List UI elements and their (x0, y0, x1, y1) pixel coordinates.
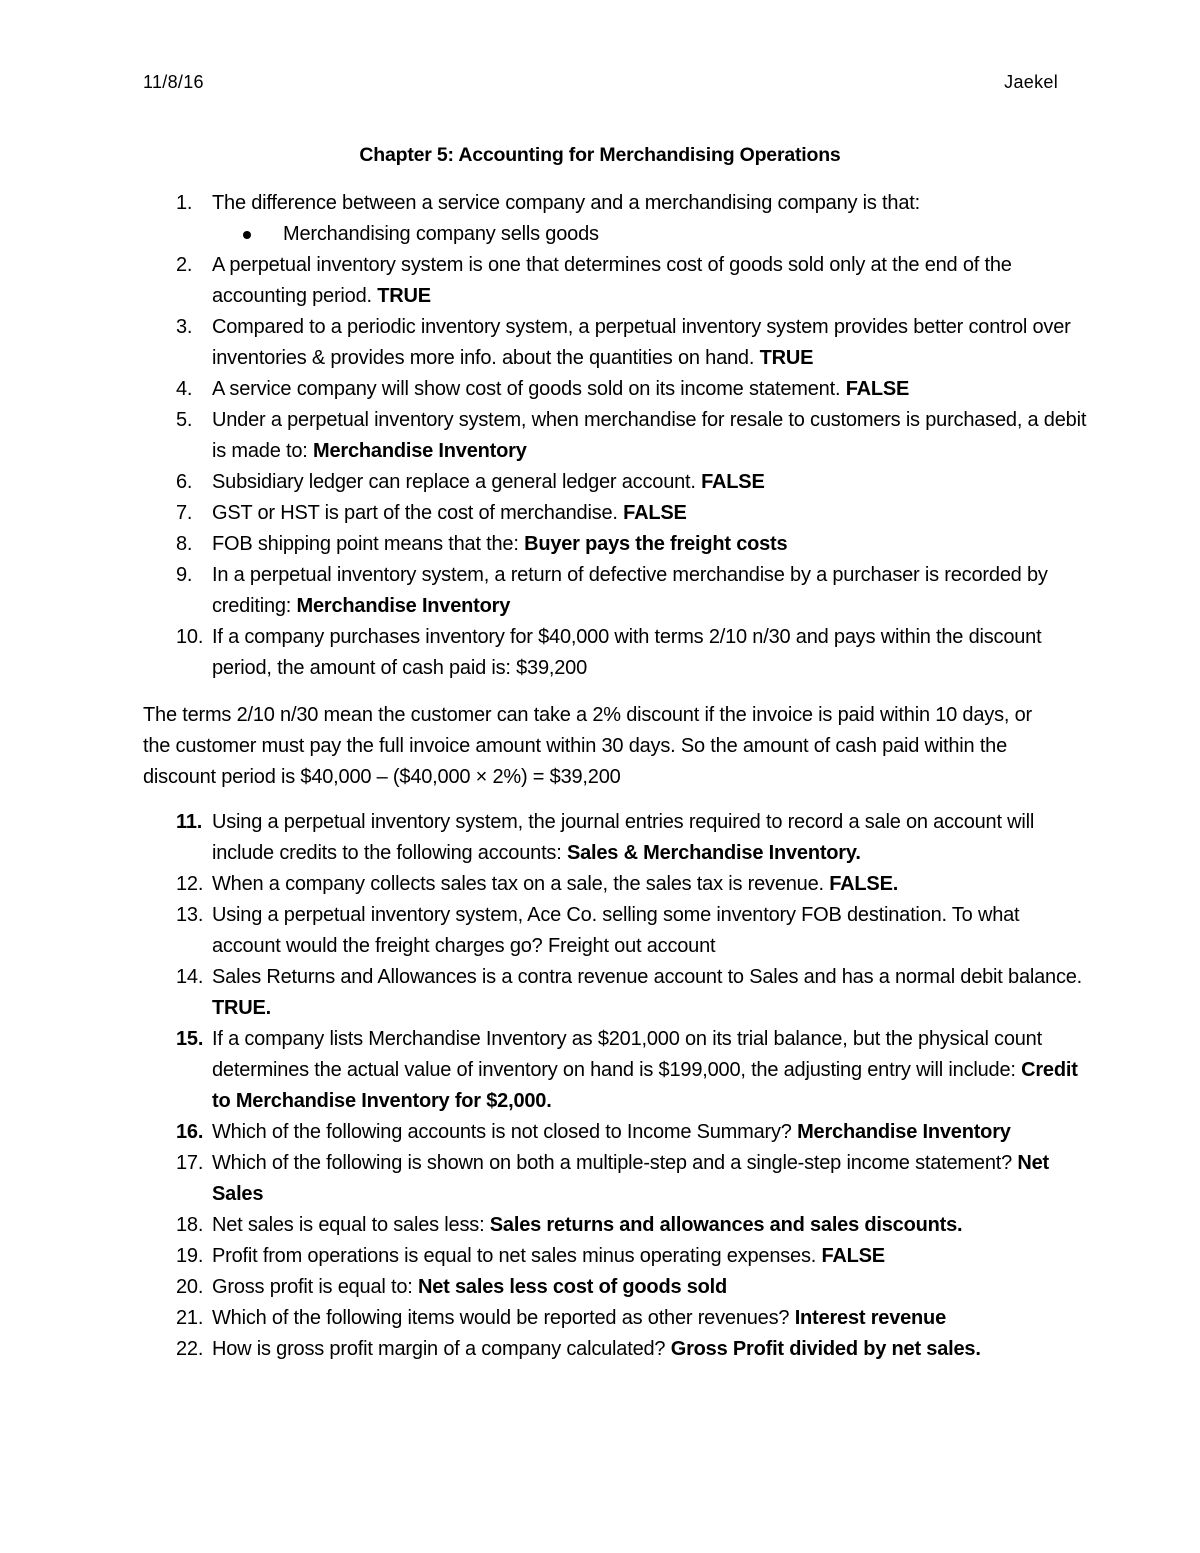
list-item (0, 1241, 1092, 1272)
item-number: 11. (176, 811, 203, 833)
item-number: 10. (176, 626, 204, 648)
item-question: FOB shipping point means that the: (212, 533, 519, 555)
list-item (0, 560, 1092, 622)
item-answer: Gross Profit divided by net sales. (670, 1338, 981, 1360)
bullet-icon (243, 231, 251, 239)
list-item (0, 1272, 1092, 1303)
item-number: 9. (176, 564, 193, 586)
sub-bullet-text: Merchandising company sells goods (283, 223, 599, 245)
item-question: The difference between a service company and a merchandising company is that: (212, 192, 920, 214)
list-item (0, 498, 1092, 529)
item-answer: Credit to Merchandise Inventory for $2,000. (212, 1059, 1078, 1112)
item-question: In a perpetual inventory system, a return of defective merchandise by a purchaser is recorded by crediting: (212, 564, 1048, 617)
item-number: 6. (176, 471, 193, 493)
list-item (0, 1117, 1092, 1148)
item-answer: TRUE (377, 285, 431, 307)
list-item (0, 962, 1092, 1024)
item-number: 21. (176, 1307, 204, 1329)
list-item (0, 312, 1092, 374)
item-question: Profit from operations is equal to net sales minus operating expenses. (212, 1245, 817, 1267)
item-number: 22. (176, 1338, 204, 1360)
item-number: 3. (176, 316, 193, 338)
header-name: Jaekel (1004, 72, 1058, 92)
item-answer: Merchandise Inventory (797, 1121, 1011, 1143)
item-answer: Sales & Merchandise Inventory. (566, 842, 861, 864)
item-answer: Merchandise Inventory (312, 440, 527, 462)
item-number: 14. (176, 966, 204, 988)
item-question: Which of the following accounts is not closed to Income Summary? (212, 1121, 792, 1143)
item-answer: Net Sales (212, 1152, 1050, 1205)
item-question: Net sales is equal to sales less: (212, 1214, 485, 1236)
item-answer: FALSE (701, 471, 765, 493)
list-item (0, 188, 1092, 219)
item-number: 7. (176, 502, 193, 524)
item-number: 13. (176, 904, 204, 926)
list-item (0, 1334, 1092, 1365)
list-item (0, 250, 1092, 312)
item-question: How is gross profit margin of a company calculated? (212, 1338, 666, 1360)
list-item (0, 807, 1092, 869)
item-answer: FALSE (821, 1245, 885, 1267)
item-answer: Merchandise Inventory (296, 595, 511, 617)
question-list-2 (0, 807, 1092, 1365)
explanation-paragraph: The terms 2/10 n/30 mean the customer can take a 2% discount if the invoice is paid within 10 days, or the customer must pay the full invoice amount within 30 days. So the amount of cash paid within the discount period is $40,000 – ($40,000 × 2%) = $39,200 (143, 704, 1032, 788)
item-question: Subsidiary ledger can replace a general ledger account. (212, 471, 696, 493)
item-answer: FALSE. (829, 873, 899, 895)
item-question: When a company collects sales tax on a sale, the sales tax is revenue. (212, 873, 824, 895)
item-answer: Interest revenue (794, 1307, 946, 1329)
item-number: 17. (176, 1152, 204, 1174)
item-answer: FALSE (623, 502, 687, 524)
list-item (0, 529, 1092, 560)
item-number: 1. (176, 192, 193, 214)
item-number: 19. (176, 1245, 204, 1267)
item-answer: FALSE (845, 378, 910, 400)
item-question: Sales Returns and Allowances is a contra revenue account to Sales and has a normal debit balance. (212, 966, 1083, 988)
item-question: Using a perpetual inventory system, Ace Co. selling some inventory FOB destination. To what account would the freight charges go? Freight out account (212, 904, 1020, 957)
list-item (0, 1210, 1092, 1241)
item-number: 4. (176, 378, 193, 400)
item-question: Which of the following is shown on both a multiple-step and a single-step income statement? (212, 1152, 1013, 1174)
header-date: 11/8/16 (143, 72, 204, 92)
item-answer: TRUE (759, 347, 814, 369)
sub-bullet-item (0, 219, 1092, 250)
item-number: 8. (176, 533, 193, 555)
list-item (0, 869, 1092, 900)
list-item (0, 900, 1092, 962)
item-question: Using a perpetual inventory system, the journal entries required to record a sale on account will include credits to the following accounts: (212, 811, 1035, 864)
item-answer: Net sales less cost of goods sold (418, 1276, 728, 1298)
item-question: A perpetual inventory system is one that determines cost of goods sold only at the end of the accounting period. (212, 254, 1012, 307)
list-item (0, 467, 1092, 498)
item-question: If a company lists Merchandise Inventory as $201,000 on its trial balance, but the physical count determines the actual value of inventory on hand is $199,000, the adjusting entry will include: (212, 1028, 1042, 1081)
item-number: 16. (176, 1121, 204, 1143)
item-question: GST or HST is part of the cost of merchandise. (212, 502, 618, 524)
question-list-1 (0, 188, 1092, 684)
list-item (0, 622, 1092, 684)
list-item (0, 1303, 1092, 1334)
item-number: 12. (176, 873, 204, 895)
list-item (0, 1024, 1092, 1117)
page-title: Chapter 5: Accounting for Merchandising Operations (359, 144, 841, 166)
item-answer: TRUE. (212, 997, 272, 1019)
item-number: 5. (176, 409, 193, 431)
item-number: 18. (176, 1214, 204, 1236)
item-question: Under a perpetual inventory system, when merchandise for resale to customers is purchased, a debit is made to: (212, 409, 1087, 462)
item-question: If a company purchases inventory for $40,000 with terms 2/10 n/30 and pays within the discount period, the amount of cash paid is: $39,200 (212, 626, 1042, 679)
item-number: 2. (176, 254, 193, 276)
item-answer: Sales returns and allowances and sales discounts. (489, 1214, 963, 1236)
item-question: Which of the following items would be reported as other revenues? (212, 1307, 790, 1329)
item-number: 20. (176, 1276, 204, 1298)
item-question: Gross profit is equal to: (212, 1276, 413, 1298)
list-item (0, 1148, 1092, 1210)
item-number: 15. (176, 1028, 204, 1050)
item-question: Compared to a periodic inventory system, a perpetual inventory system provides better control over inventories & provides more info. about the quantities on hand. (212, 316, 1071, 369)
item-question: A service company will show cost of goods sold on its income statement. (212, 378, 841, 400)
item-answer: Buyer pays the freight costs (524, 533, 788, 555)
list-item (0, 374, 1092, 405)
list-item (0, 405, 1092, 467)
